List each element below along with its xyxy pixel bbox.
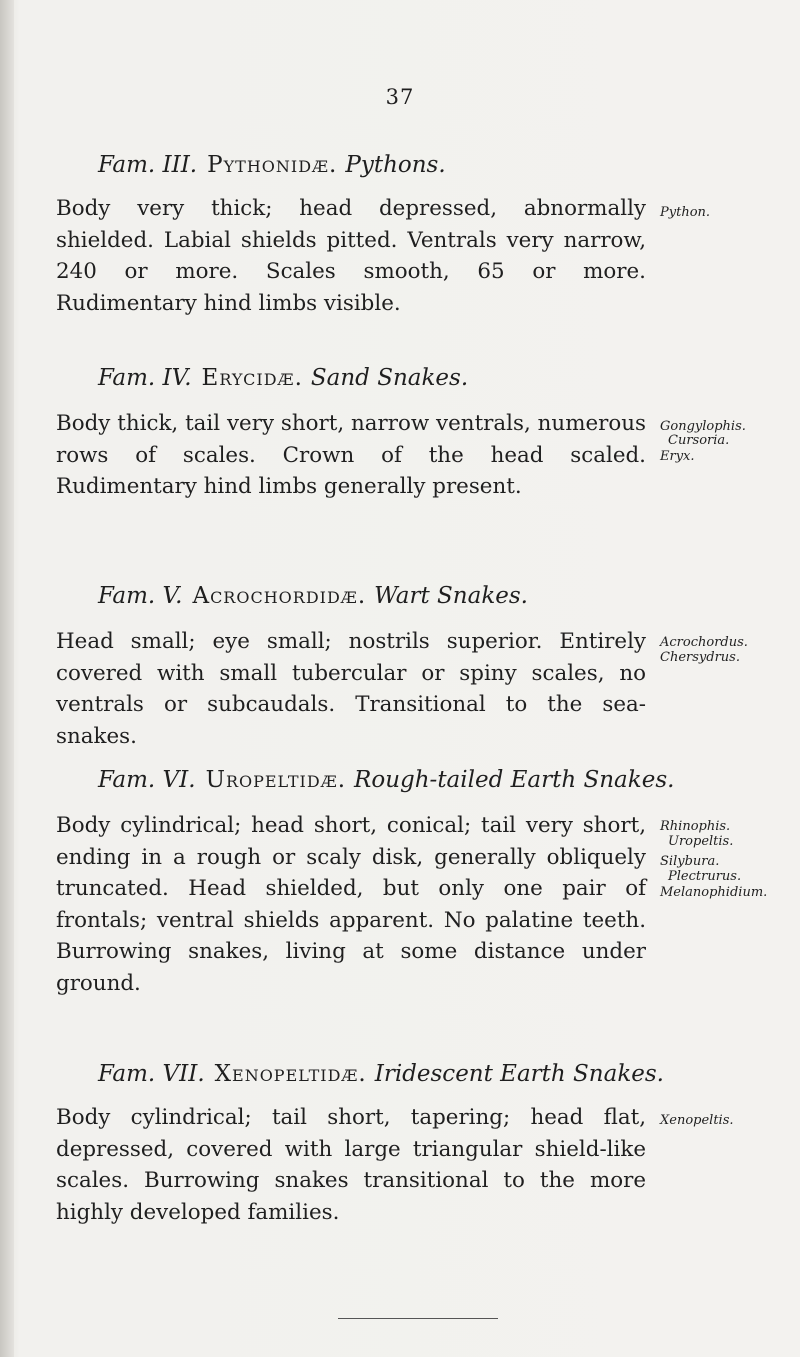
family-6-number: Fam. VI. [98,767,196,793]
family-6-common-name: Rough-tailed Earth Snakes. [354,767,675,793]
family-3-number: Fam. III. [98,152,198,178]
family-7-description: Body cylindrical; tail short, tapering; head flat, depressed, covered with large triangular shield-like scales. Burrowing snakes transitional to the more highly developed families. [56,1105,646,1225]
family-4-genus: Cursoria. [668,433,730,448]
family-7-genus: Xenopeltis. [660,1113,734,1128]
family-5-genus: Acrochordus. [660,635,748,650]
family-5-genus: Chersydrus. [660,650,740,665]
family-4-heading [98,365,468,391]
family-6-description: Body cylindrical; head short, conical; tail very short, ending in a rough or scaly disk, generally obliquely truncated. Head shielded, but only one pair of frontals; ventral shields apparent. No palatine teeth. Burrowing snakes, living at some distance under ground. [56,813,646,996]
family-7-number: Fam. VII. [98,1061,205,1087]
family-3-latin-name: Pythonidæ. [207,152,338,178]
family-6-genus: Rhinophis. [660,819,731,834]
family-7-common-name: Iridescent Earth Snakes. [374,1061,664,1087]
page-binding-edge [0,0,14,1357]
family-4-common-name: Sand Snakes. [310,365,469,391]
family-3-description: Body very thick; head depressed, abnormally shielded. Labial shields pitted. Ventrals very narrow, 240 or more. Scales smooth, 65 or more. Rudimentary hind limbs visible. [56,196,646,316]
family-7-latin-name: Xenopeltidæ. [214,1061,367,1087]
family-6-latin-name: Uropeltidæ. [205,767,347,793]
family-6-genus: Plectrurus. [668,869,742,884]
family-5-description: Head small; eye small; nostrils superior. Entirely covered with small tubercular or spiny scales, no ventrals or subcaudals. Transitional to the sea-snakes. [56,629,646,749]
family-4-genus: Eryx. [660,449,695,464]
family-5-number: Fam. V. [98,583,183,609]
family-3-genus: Python. [660,205,711,220]
family-6-genus: Melanophidium. [660,885,768,900]
family-4-number: Fam. IV. [98,365,192,391]
family-4-description: Body thick, tail very short, narrow ventrals, numerous rows of scales. Crown of the head scaled. Rudimentary hind limbs generally present. [56,411,646,500]
closing-rule [338,1318,498,1319]
family-4-latin-name: Erycidæ. [201,365,303,391]
family-5-common-name: Wart Snakes. [374,583,528,609]
family-3-common-name: Pythons. [345,152,446,178]
family-4-genus: Gongylophis. [660,419,746,434]
family-5-latin-name: Acrochordidæ. [192,583,367,609]
family-6-genus: Uropeltis. [668,834,734,849]
family-7-heading [98,1061,664,1087]
family-6-genus: Silybura. [660,854,720,869]
page-number: 37 [385,85,415,109]
family-5-heading [98,583,528,609]
family-6-heading [98,767,674,793]
family-3-heading [98,152,446,178]
